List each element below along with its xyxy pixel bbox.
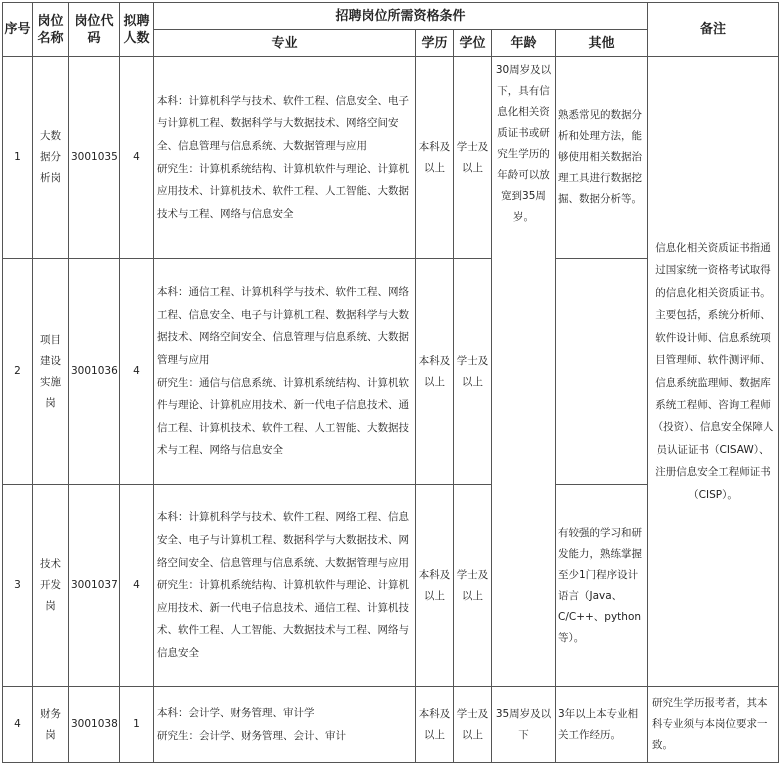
cell-position-code: 3001035 <box>69 57 120 259</box>
cell-remark: 研究生学历报考者，其本科专业须与本岗位要求一致。 <box>648 687 779 763</box>
cell-seq: 4 <box>3 687 33 763</box>
cell-position-name: 技术开发岗 <box>33 485 69 687</box>
cell-position-code: 3001037 <box>69 485 120 687</box>
header-remark: 备注 <box>648 3 779 57</box>
cell-education: 本科及以上 <box>416 687 454 763</box>
cell-position-code: 3001036 <box>69 259 120 485</box>
header-education: 学历 <box>416 30 454 57</box>
header-other: 其他 <box>556 30 648 57</box>
cell-major: 本科：通信工程、计算机科学与技术、软件工程、网络工程、信息安全、电子与计算机工程、数据科学与大数据技术、网络空间安全、信息管理与信息系统、大数据管理与应用 研究生：通信与信息系统、计算机系统结构、计算机软件与理论、计算机应用技术、新一代电子信息技术、通信工程、计算机技术、软件工程、人工智能、大数据技术与工程、网络与信息安全 <box>154 259 416 485</box>
cell-degree: 学士及以上 <box>454 687 492 763</box>
cell-headcount: 4 <box>120 57 154 259</box>
header-age: 年龄 <box>492 30 556 57</box>
cell-degree: 学士及以上 <box>454 259 492 485</box>
cell-position-name: 大数据分析岗 <box>33 57 69 259</box>
header-requirements: 招聘岗位所需资格条件 <box>154 3 648 30</box>
cell-other: 3年以上本专业相关工作经历。 <box>556 687 648 763</box>
cell-other: 有较强的学习和研发能力，熟练掌握至少1门程序设计语言（Java、C/C++、python等）。 <box>556 485 648 687</box>
cell-major: 本科：计算机科学与技术、软件工程、信息安全、电子与计算机工程、数据科学与大数据技术、网络空间安全、信息管理与信息系统、大数据管理与应用 研究生：计算机系统结构、计算机软件与理论、计算机应用技术、计算机技术、软件工程、人工智能、大数据技术与工程、网络与信息安全 <box>154 57 416 259</box>
recruitment-table <box>2 2 779 763</box>
cell-position-name: 财务岗 <box>33 687 69 763</box>
cell-major: 本科：会计学、财务管理、审计学 研究生：会计学、财务管理、会计、审计 <box>154 687 416 763</box>
cell-other-empty <box>556 259 648 485</box>
cell-education: 本科及以上 <box>416 57 454 259</box>
cell-other: 熟悉常见的数据分析和处理方法，能够使用相关数据治理工具进行数据挖掘、数据分析等。 <box>556 57 648 259</box>
cell-headcount: 1 <box>120 687 154 763</box>
cell-education: 本科及以上 <box>416 485 454 687</box>
cell-education: 本科及以上 <box>416 259 454 485</box>
cell-headcount: 4 <box>120 259 154 485</box>
cell-position-code: 3001038 <box>69 687 120 763</box>
header-seq: 序号 <box>3 3 33 57</box>
cell-seq: 1 <box>3 57 33 259</box>
header-degree: 学位 <box>454 30 492 57</box>
table-row <box>3 687 779 763</box>
cell-remark-merged: 信息化相关资质证书指通过国家统一资格考试取得的信息化相关资质证书。主要包括，系统分析师、软件设计师、信息系统项目管理师、软件测评师、信息系统监理师、数据库系统工程师、咨询工程师（投资）、信息安全保障人员认证证书（CISAW）、注册信息安全工程师证书（CISP）。 <box>648 57 779 687</box>
header-headcount: 拟聘人数 <box>120 3 154 57</box>
cell-major: 本科：计算机科学与技术、软件工程、网络工程、信息安全、电子与计算机工程、数据科学与大数据技术、网络空间安全、信息管理与信息系统、大数据管理与应用 研究生：计算机系统结构、计算机软件与理论、计算机应用技术、新一代电子信息技术、通信工程、计算机技术、软件工程、人工智能、大数据技术与工程、网络与信息安全 <box>154 485 416 687</box>
cell-position-name: 项目建设实施岗 <box>33 259 69 485</box>
cell-degree: 学士及以上 <box>454 57 492 259</box>
cell-age: 35周岁及以下 <box>492 687 556 763</box>
header-position-name: 岗位名称 <box>33 3 69 57</box>
cell-degree: 学士及以上 <box>454 485 492 687</box>
cell-seq: 3 <box>3 485 33 687</box>
cell-age-merged: 30周岁及以下，具有信息化相关资质证书或研究生学历的年龄可以放宽到35周岁。 <box>492 57 556 687</box>
cell-seq: 2 <box>3 259 33 485</box>
table-row <box>3 57 779 259</box>
header-major: 专业 <box>154 30 416 57</box>
header-position-code: 岗位代码 <box>69 3 120 57</box>
cell-headcount: 4 <box>120 485 154 687</box>
